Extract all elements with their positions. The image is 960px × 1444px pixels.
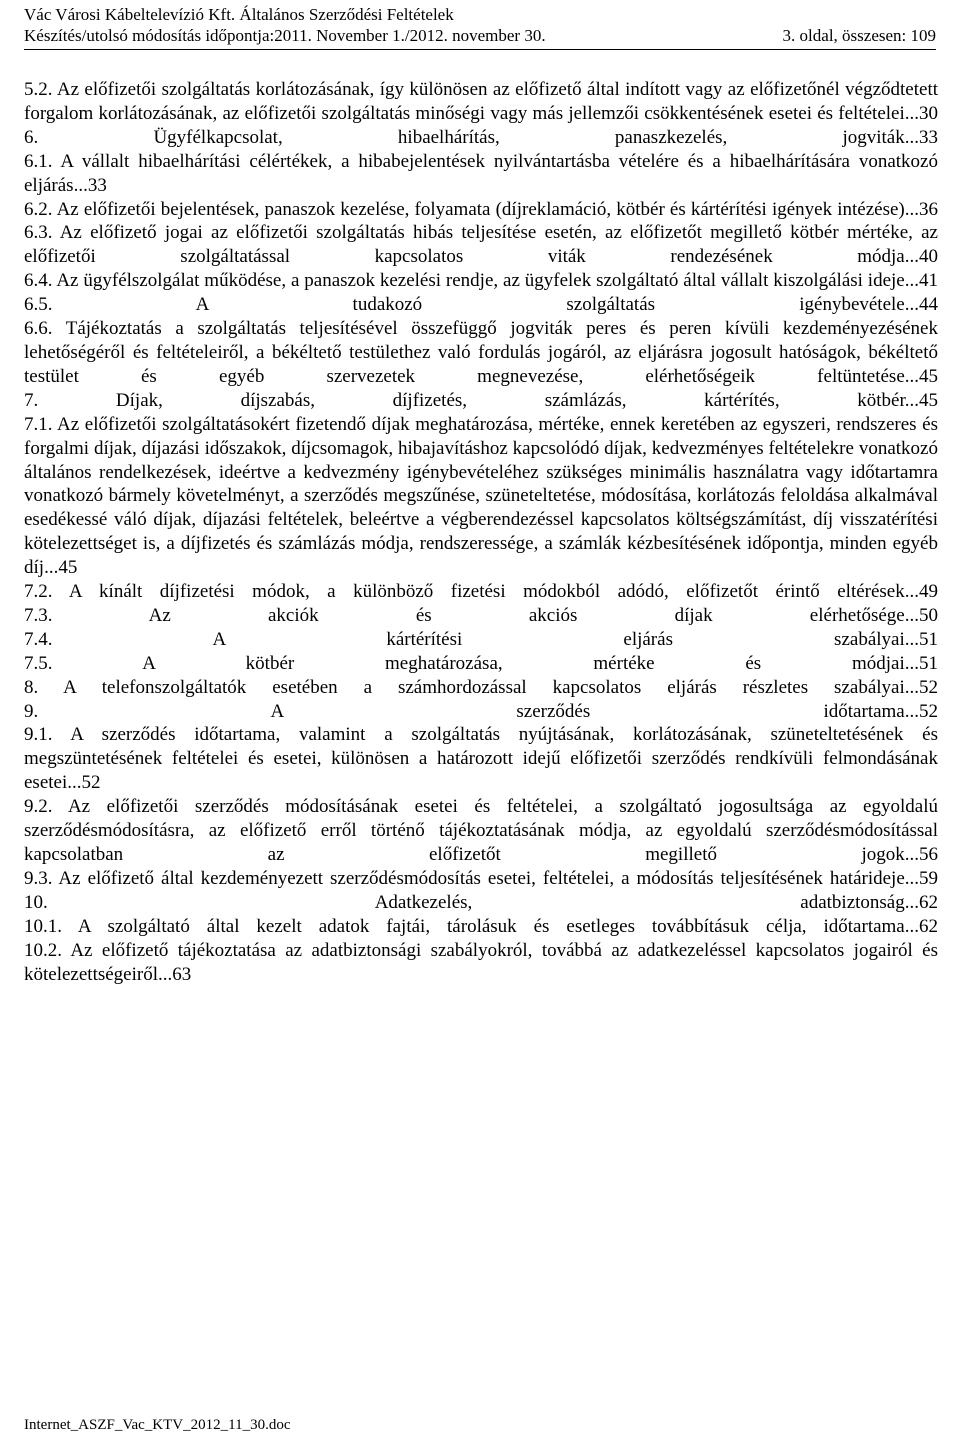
- toc-entry-text: 9.2. Az előfizetői szerződés módosításának esetei és feltételei, a szolgáltató jogosultsága az egyoldalú szerződésmódosításra, az előfizető erről történő tájékoztatásának módja, az egyoldalú szerződésmódosítással kapcsolatban az előfizetőt megillető jogok: [24, 796, 938, 865]
- toc-entry-5-2[interactable]: 5.2. Az előfizetői szolgáltatás korlátozásának, így különösen az előfizető által indított vagy az előfizetőnél végződtetett forgalom korlátozásának, az előfizetői szolgáltatás minőségi vagy más jellemzői csökkentésének esetei és feltételei...30: [24, 79, 938, 124]
- toc-entry-7-1[interactable]: 7.1. Az előfizetői szolgáltatásokért fizetendő díjak meghatározása, mértéke, ennek keretében az egyszeri, rendszeres és forgalmi díjak, díjazási időszakok, díjcsomagok, hibajavításhoz kapcsolódó díjak, kedvezményes feltételekre vonatkozó általános rendelkezések, ideértve a kedvezmény igénybevételéhez szükséges minimális használatra vagy időtartamra vonatkozó bármely követelményt, a szerződés megszűnése, szüneteltetése, módosítása, korlátozás feloldása alkalmával esedékessé váló díjak, díjazási feltételek, beleértve a végberendezéssel kapcsolatos költségszámítást, díj visszatérítési kötelezettséget is, a díjfizetés és számlázás módja, rendszeressége, a számlák kézbesítésének időpontja, minden egyéb díj...45: [24, 413, 938, 579]
- toc-entry-page: 33: [87, 174, 107, 196]
- toc-entry-9-1[interactable]: 9.1. A szerződés időtartama, valamint a szolgáltatás nyújtásának, korlátozásának, szüneteltetésének és megszüntetésének feltételei és esetei, különösen a határozott idejű előfizetői szerződés rendkívüli felmondásának esetei...52: [24, 724, 938, 794]
- toc-entry-page: 49: [919, 581, 938, 603]
- toc-entry-page: 62: [919, 915, 938, 937]
- toc-entry-9-2[interactable]: 9.2. Az előfizetői szerződés módosításának esetei és feltételei, a szolgáltató jogosultsága az egyoldalú szerződésmódosításra, az előfizető erről történő tájékoztatásának módja, az egyoldalú szerződésmódosítással kapcsolatban az előfizetőt megillető jogok...56: [24, 796, 938, 865]
- toc-entry-text: 6.4. Az ügyfélszolgálat működése, a panaszok kezelési rendje, az ügyfelek szolgáltató által vállalt kiszolgálási ideje: [24, 270, 905, 292]
- toc-entry-6[interactable]: 6. Ügyfélkapcsolat, hibaelhárítás, panaszkezelés, jogviták...33: [24, 126, 938, 148]
- document-title: Vác Városi Kábeltelevízió Kft. Általános Szerződési Feltételek: [24, 5, 454, 24]
- toc-entry-text: 9.3. Az előfizető által kezdeményezett szerződésmódosítás esetei, feltételei, a módosítás teljesítésének határideje: [24, 867, 905, 889]
- toc-entry-page: 59: [919, 867, 938, 889]
- toc-entry-page: 45: [919, 365, 938, 387]
- toc-entry-10-1[interactable]: 10.1. A szolgáltató által kezelt adatok fajtái, tárolásuk és esetleges továbbításuk célja, időtartama...62: [24, 915, 938, 937]
- toc-entry-page: 62: [919, 891, 938, 913]
- toc-entry-text: 7.4. A kártérítési eljárás szabályai: [24, 628, 905, 650]
- toc-entry-text: 6.5. A tudakozó szolgáltatás igénybevétele: [24, 294, 905, 316]
- toc-entry-7[interactable]: 7. Díjak, díjszabás, díjfizetés, számlázás, kártérítés, kötbér...45: [24, 389, 938, 411]
- toc-entry-text: 6.6. Tájékoztatás a szolgáltatás teljesítésével összefüggő jogviták peres és peren kívüli kezdeményezésének lehetőségéről és feltételeiről, a békéltető testülethez való fordulás jogáról, az eljárásra jogosult hatóságok, békéltető testület és egyéb szervezetek megnevezése, elérhetőségeik feltüntetése: [24, 318, 938, 387]
- toc-entry-page: 45: [58, 557, 78, 579]
- header-divider: [24, 49, 936, 50]
- toc-entry-page: 51: [919, 652, 938, 674]
- toc-entry-text: 7.2. A kínált díjfizetési módok, a különböző fizetési módokból adódó, előfizetőt érintő eltérések: [24, 581, 905, 603]
- toc-entry-7-5[interactable]: 7.5. A kötbér meghatározása, mértéke és módjai...51: [24, 652, 938, 674]
- toc-entry-7-3[interactable]: 7.3. Az akciók és akciós díjak elérhetősége...50: [24, 604, 938, 626]
- toc-entry-text: 7.5. A kötbér meghatározása, mértéke és módjai: [24, 652, 905, 674]
- toc-entry-page: 52: [81, 772, 101, 794]
- toc-entry-text: 6. Ügyfélkapcsolat, hibaelhárítás, panaszkezelés, jogviták: [24, 126, 905, 148]
- page-header: [24, 4, 936, 46]
- toc-entry-page: 41: [919, 270, 938, 292]
- toc-entry-text: 6.2. Az előfizetői bejelentések, panaszok kezelése, folyamata (díjreklamáció, kötbér és kártérítési igények intézése): [24, 198, 905, 220]
- toc-entry-6-1[interactable]: 6.1. A vállalt hibaelhárítási célértékek, a hibabejelentések nyilvántartásba vételére és a hibaelhárítására vonatkozó eljárás...33: [24, 150, 938, 196]
- toc-entry-text: 7. Díjak, díjszabás, díjfizetés, számlázás, kártérítés, kötbér: [24, 389, 905, 411]
- toc-entry-text: 10. Adatkezelés, adatbiztonság: [24, 891, 905, 913]
- toc-entry-6-4[interactable]: 6.4. Az ügyfélszolgálat működése, a panaszok kezelési rendje, az ügyfelek szolgáltató által vállalt kiszolgálási ideje...41: [24, 270, 938, 292]
- toc-entry-text: 5.2. Az előfizetői szolgáltatás korlátozásának, így különösen az előfizető által indított vagy az előfizetőnél végződtetett forgalom korlátozásának, az előfizetői szolgáltatás minőségi vagy más jellemzői csökkentésének esetei és feltételei: [24, 79, 938, 124]
- toc-entry-6-2[interactable]: 6.2. Az előfizetői bejelentések, panaszok kezelése, folyamata (díjreklamáció, kötbér és kártérítési igények intézése)...36: [24, 198, 938, 220]
- toc-entry-6-6[interactable]: 6.6. Tájékoztatás a szolgáltatás teljesítésével összefüggő jogviták peres és peren kívüli kezdeményezésének lehetőségéről és feltételeiről, a békéltető testülethez való fordulás jogáról, az eljárásra jogosult hatóságok, békéltető testület és egyéb szervezetek megnevezése, elérhetőségeik feltüntetése...45: [24, 318, 938, 387]
- toc-entry-text: 10.2. Az előfizető tájékoztatása az adatbiztonsági szabályokról, továbbá az adatkezeléssel kapcsolatos jogairól és kötelezettségeiről: [24, 939, 938, 985]
- toc-entry-page: 52: [919, 700, 938, 722]
- toc-entry-page: 33: [919, 126, 938, 148]
- toc-entry-text: 8. A telefonszolgáltatók esetében a számhordozással kapcsolatos eljárás részletes szabályai: [24, 676, 905, 698]
- toc-entry-page: 44: [919, 294, 938, 316]
- toc-entry-text: 9. A szerződés időtartama: [24, 700, 905, 722]
- page-indicator: 3. oldal, összesen: 109: [782, 26, 936, 45]
- toc-entry-text: 6.1. A vállalt hibaelhárítási célértékek, a hibabejelentések nyilvántartásba vételére és a hibaelhárítására vonatkozó eljárás: [24, 150, 938, 196]
- toc-entry-9[interactable]: 9. A szerződés időtartama...52: [24, 700, 938, 722]
- toc-entry-6-5[interactable]: 6.5. A tudakozó szolgáltatás igénybevétele...44: [24, 294, 938, 316]
- toc-entry-text: 7.3. Az akciók és akciós díjak elérhetősége: [24, 604, 905, 626]
- toc-entry-page: 30: [919, 102, 938, 124]
- document-filename: Internet_ASZF_Vac_KTV_2012_11_30.doc: [24, 1417, 291, 1433]
- toc-entry-text: 6.3. Az előfizető jogai az előfizetői szolgáltatás hibás teljesítése esetén, az előfizetőt megillető kötbér mértéke, az előfizetői szolgáltatással kapcsolatos viták rendezésének módja: [24, 222, 938, 268]
- toc-entry-page: 52: [919, 676, 938, 698]
- toc-entry-text: 7.1. Az előfizetői szolgáltatásokért fizetendő díjak meghatározása, mértéke, ennek keretében az egyszeri, rendszeres és forgalmi díjak, díjazási időszakok, díjcsomagok, hibajavításhoz kapcsolódó díjak, kedvezményes feltételekre vonatkozó általános rendelkezések, ideértve a kedvezmény igénybevételéhez szükséges minimális használatra vagy időtartamra vonatkozó bármely követelményt, a szerződés megszűnése, szüneteltetése, módosítása, korlátozás feloldása alkalmával esedékessé váló díjak, díjazási feltételek, beleértve a végberendezéssel kapcsolatos költségszámítást, díj visszatérítési kötelezettséget is, a díjfizetés és számlázás módja, rendszeressége, a számlák kézbesítésének időpontja, minden egyéb díj: [24, 413, 938, 579]
- toc-entry-text: 10.1. A szolgáltató által kezelt adatok fajtái, tárolásuk és esetleges továbbításuk célja, időtartama: [24, 915, 905, 937]
- toc-entry-page: 36: [919, 198, 938, 220]
- toc-entry-page: 63: [172, 963, 192, 985]
- modification-date: Készítés/utolsó módosítás időpontja:2011. November 1./2012. november 30.: [24, 26, 546, 45]
- toc-entry-page: 51: [919, 628, 938, 650]
- toc-entry-8[interactable]: 8. A telefonszolgáltatók esetében a számhordozással kapcsolatos eljárás részletes szabályai...52: [24, 676, 938, 698]
- toc-entry-page: 40: [919, 246, 938, 268]
- toc-entry-text: 9.1. A szerződés időtartama, valamint a szolgáltatás nyújtásának, korlátozásának, szüneteltetésének és megszüntetésének feltételei és esetei, különösen a határozott idejű előfizetői szerződés rendkívüli felmondásának esetei: [24, 724, 938, 794]
- toc-entry-9-3[interactable]: 9.3. Az előfizető által kezdeményezett szerződésmódosítás esetei, feltételei, a módosítás teljesítésének határideje...59: [24, 867, 938, 889]
- toc-entry-7-4[interactable]: 7.4. A kártérítési eljárás szabályai...51: [24, 628, 938, 650]
- toc-entry-page: 56: [919, 844, 938, 865]
- table-of-contents: [24, 78, 938, 986]
- page-footer: [24, 1416, 290, 1434]
- toc-entry-10[interactable]: 10. Adatkezelés, adatbiztonság...62: [24, 891, 938, 913]
- toc-entry-7-2[interactable]: 7.2. A kínált díjfizetési módok, a különböző fizetési módokból adódó, előfizetőt érintő eltérések...49: [24, 581, 938, 603]
- toc-entry-page: 50: [919, 604, 938, 626]
- toc-entry-6-3[interactable]: 6.3. Az előfizető jogai az előfizetői szolgáltatás hibás teljesítése esetén, az előfizetőt megillető kötbér mértéke, az előfizetői szolgáltatással kapcsolatos viták rendezésének módja...40: [24, 222, 938, 268]
- toc-entry-10-2[interactable]: 10.2. Az előfizető tájékoztatása az adatbiztonsági szabályokról, továbbá az adatkezeléssel kapcsolatos jogairól és kötelezettségeiről...63: [24, 939, 938, 985]
- toc-entry-page: 45: [919, 389, 938, 411]
